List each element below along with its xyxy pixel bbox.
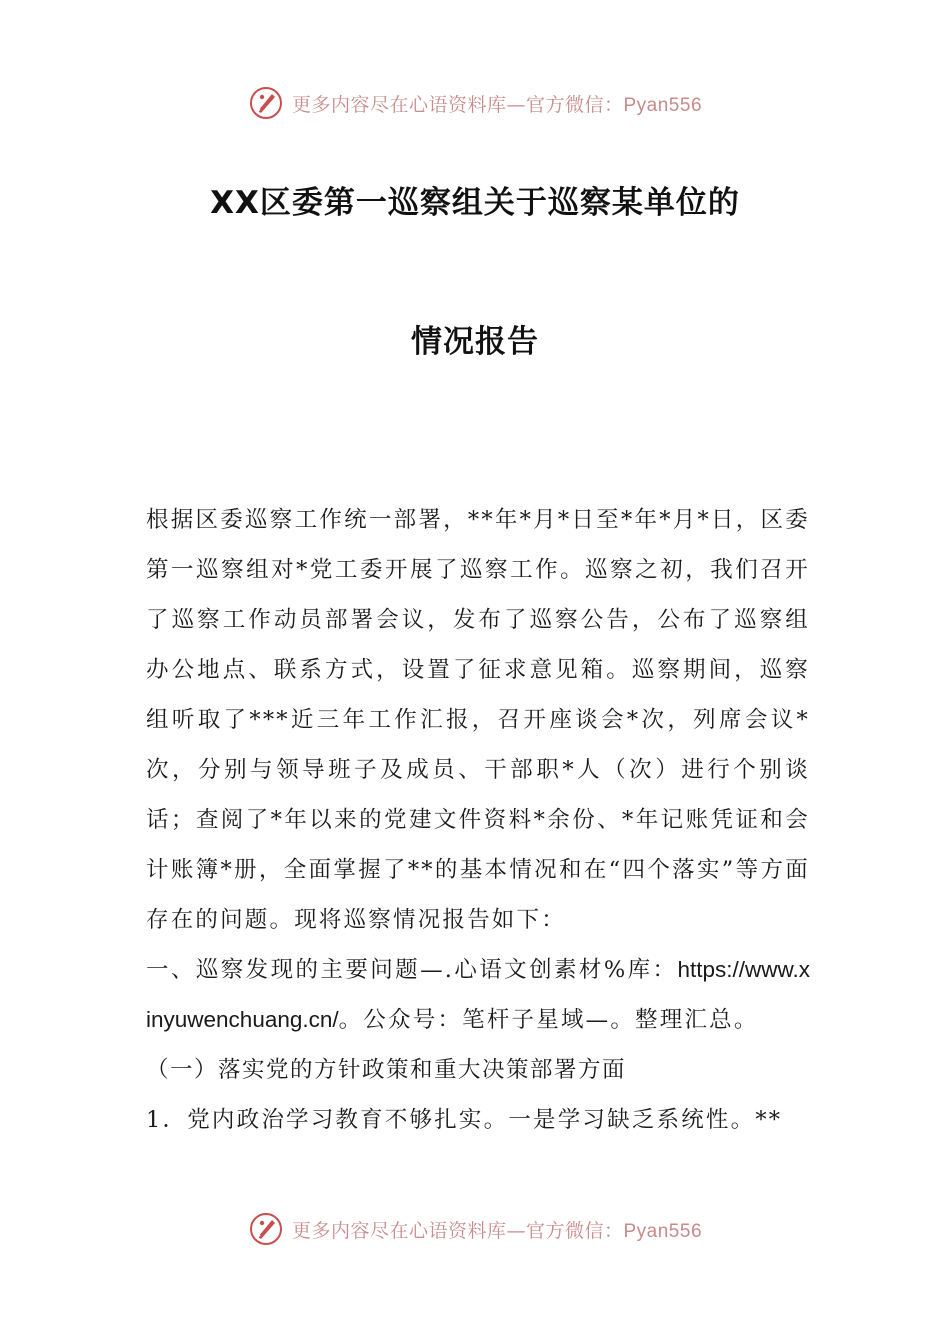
document-title-line-2: 情况报告 <box>411 324 539 360</box>
item-one-paragraph: 1．党内政治学习教育不够扎实。一是学习缺乏系统性。** <box>146 1107 783 1133</box>
watermark-banner-top <box>0 79 950 127</box>
section-one-link: https://www.xinyuwenchuang.cn/ <box>146 957 810 1032</box>
quill-logo-icon <box>248 1211 284 1247</box>
subsection-one-heading: （一）落实党的方针政策和重大决策部署方面 <box>146 1057 627 1083</box>
document-title-line-1: XX区委第一巡察组关于巡察某单位的 <box>210 185 740 221</box>
watermark-text: 更多内容尽在心语资料库—官方微信：Pyan556 <box>291 1219 703 1242</box>
section-one-suffix: 。公众号：笔杆子星域—。整理汇总。 <box>338 1007 759 1033</box>
intro-paragraph: 根据区委巡察工作统一部署，**年*月*日至*年*月*日，区委第一巡察组对*党工委开展了巡察工作。巡察之初，我们召开了巡察工作动员部署会议，发布了巡察公告，公布了巡察组办公地点、联系方式，设置了征求意见箱。巡察期间，巡察组听取了***近三年工作汇报，召开座谈会*次，列席会议*次，分别与领导班子及成员、干部职*人（次）进行个别谈话；查阅了*年以来的党建文件资料*余份、*年记账凭证和会计账簿*册，全面掌握了**的基本情况和在“四个落实”等方面存在的问题。现将巡察情况报告如下： <box>146 507 810 933</box>
watermark-text: 更多内容尽在心语资料库—官方微信：Pyan556 <box>291 93 703 116</box>
section-one-heading: 一、巡察发现的主要问题—.心语文创素材%库： <box>146 957 678 983</box>
document-body <box>146 495 810 1145</box>
watermark-banner-bottom <box>0 1205 950 1253</box>
section-one-paragraph <box>146 945 810 1045</box>
quill-logo-icon <box>248 85 284 121</box>
